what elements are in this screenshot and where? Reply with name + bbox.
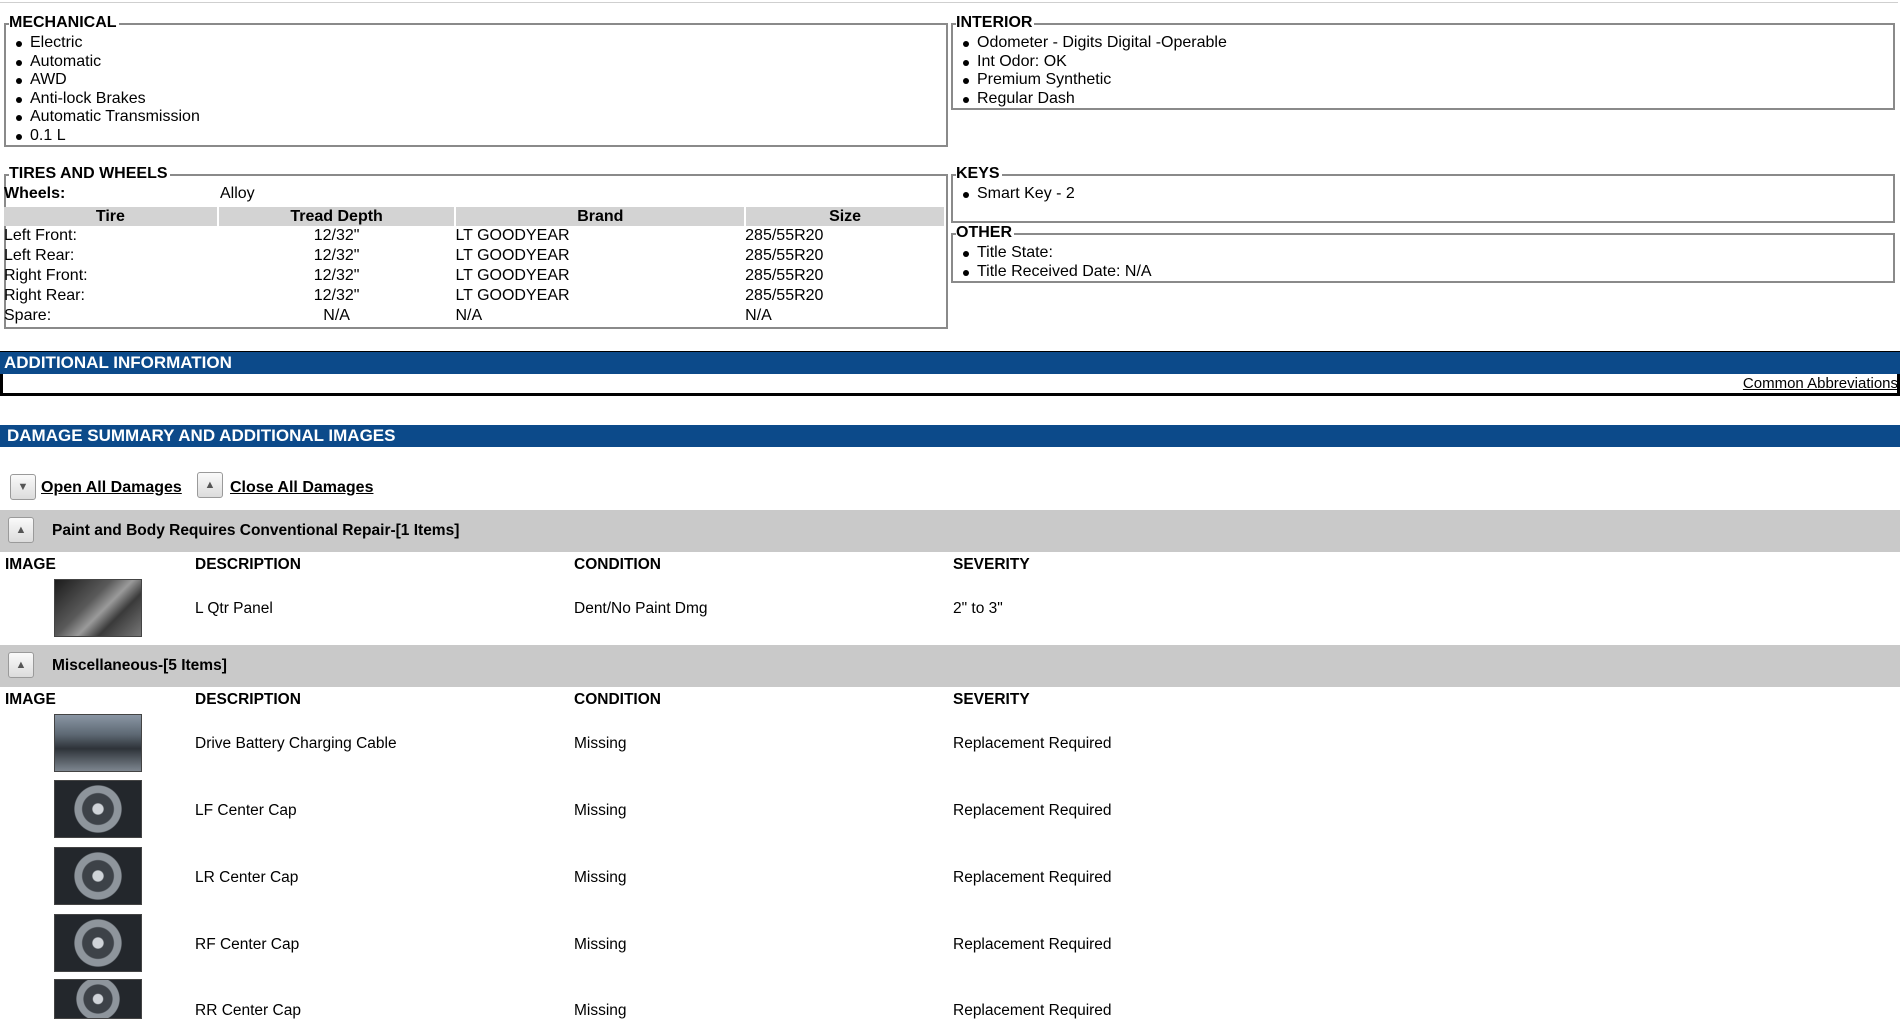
bullet-icon [963, 192, 969, 198]
tire-brand: LT GOODYEAR [455, 287, 570, 304]
damage-condition: Missing [574, 869, 627, 886]
list-item: Regular Dash [953, 90, 1893, 109]
tire-position: Left Rear: [4, 247, 75, 264]
tread-depth: 12/32" [313, 247, 360, 264]
list-item: Premium Synthetic [953, 71, 1893, 90]
collapse-group-button[interactable] [8, 652, 34, 678]
tire-size: 285/55R20 [745, 227, 824, 244]
chevron-up-icon: ▲ [15, 524, 27, 536]
tire-position: Left Front: [4, 227, 77, 244]
bullet-icon [16, 97, 22, 103]
damage-description: Drive Battery Charging Cable [195, 735, 397, 752]
keys-title: KEYS [956, 165, 1000, 182]
collapse-group-button[interactable] [8, 517, 34, 543]
damage-group-title: Paint and Body Requires Conventional Repair-[1 Items] [52, 522, 460, 539]
damage-condition: Missing [574, 936, 627, 953]
table-row [4, 226, 945, 246]
bullet-icon [16, 41, 22, 47]
damage-severity: Replacement Required [953, 869, 1112, 886]
other-box [951, 224, 1895, 283]
col-header-description: DESCRIPTION [195, 556, 301, 573]
damage-description: L Qtr Panel [195, 600, 273, 617]
wheels-value: Alloy [220, 185, 255, 202]
close-all-damages-button[interactable] [197, 472, 223, 498]
bullet-icon [963, 97, 969, 103]
col-header-image: IMAGE [5, 691, 56, 708]
damage-description: LR Center Cap [195, 869, 299, 886]
damage-thumbnail[interactable] [54, 579, 142, 637]
table-row [4, 306, 945, 326]
tread-depth: N/A [323, 307, 350, 324]
common-abbreviations-link[interactable]: Common Abbreviations [1742, 375, 1898, 392]
tread-depth: 12/32" [313, 227, 360, 244]
col-header-severity: SEVERITY [953, 691, 1030, 708]
list-item: Title Received Date: N/A [953, 263, 1893, 282]
damage-condition: Missing [574, 735, 627, 752]
tire-position: Spare: [4, 307, 52, 324]
list-item: Smart Key - 2 [953, 185, 1893, 204]
col-header-condition: CONDITION [574, 691, 661, 708]
tire-table [4, 207, 946, 326]
damage-condition: Missing [574, 1002, 627, 1019]
col-header-tread-depth: Tread Depth [218, 207, 456, 226]
damage-thumbnail[interactable] [54, 979, 142, 1019]
tire-brand: LT GOODYEAR [455, 267, 570, 284]
bullet-icon [963, 251, 969, 257]
damage-severity: Replacement Required [953, 802, 1112, 819]
damage-group-header[interactable] [0, 645, 1900, 687]
bullet-icon [963, 60, 969, 66]
open-all-damages-link[interactable]: Open All Damages [41, 479, 182, 496]
tire-size: 285/55R20 [745, 267, 824, 284]
bullet-icon [963, 41, 969, 47]
mechanical-box [4, 14, 948, 147]
wheels-label: Wheels: [4, 185, 66, 202]
col-header-image: IMAGE [5, 556, 56, 573]
list-item: Odometer - Digits Digital -Operable [953, 34, 1893, 53]
damage-summary-header: DAMAGE SUMMARY AND ADDITIONAL IMAGES [0, 425, 1900, 447]
damage-thumbnail[interactable] [54, 780, 142, 838]
chevron-up-icon: ▲ [204, 479, 216, 491]
table-row [4, 286, 945, 306]
bullet-icon [963, 270, 969, 276]
damage-condition: Missing [574, 802, 627, 819]
damage-thumbnail[interactable] [54, 914, 142, 972]
tire-size: 285/55R20 [745, 287, 824, 304]
bullet-icon [16, 78, 22, 84]
list-item: Automatic [6, 53, 946, 72]
damage-thumbnail[interactable] [54, 714, 142, 772]
tires-title: TIRES AND WHEELS [9, 165, 168, 182]
tire-brand: N/A [455, 307, 483, 324]
list-item: Anti-lock Brakes [6, 90, 946, 109]
damage-severity: 2" to 3" [953, 600, 1003, 617]
damage-severity: Replacement Required [953, 936, 1112, 953]
list-item: Title State: [953, 244, 1893, 263]
tread-depth: 12/32" [313, 287, 360, 304]
interior-title: INTERIOR [956, 14, 1033, 31]
mechanical-title: MECHANICAL [9, 14, 117, 31]
bullet-icon [16, 115, 22, 121]
tire-size: 285/55R20 [745, 247, 824, 264]
list-item: AWD [6, 71, 946, 90]
open-all-damages-button[interactable] [10, 474, 36, 500]
col-header-severity: SEVERITY [953, 556, 1030, 573]
bullet-icon [16, 60, 22, 66]
col-header-size: Size [745, 207, 945, 226]
col-header-condition: CONDITION [574, 556, 661, 573]
damage-condition: Dent/No Paint Dmg [574, 600, 708, 617]
damage-severity: Replacement Required [953, 735, 1112, 752]
additional-info-header: ADDITIONAL INFORMATION [0, 352, 1900, 374]
damage-description: RF Center Cap [195, 936, 300, 953]
chevron-up-icon: ▲ [15, 659, 27, 671]
damage-group-header[interactable] [0, 510, 1900, 552]
keys-box [951, 165, 1895, 223]
col-header-description: DESCRIPTION [195, 691, 301, 708]
bullet-icon [963, 78, 969, 84]
bullet-icon [16, 134, 22, 140]
table-row [4, 246, 945, 266]
tire-size: N/A [745, 307, 772, 324]
damage-thumbnail[interactable] [54, 847, 142, 905]
list-item: Automatic Transmission [6, 108, 946, 127]
damage-description: RR Center Cap [195, 1002, 301, 1019]
list-item: 0.1 L [6, 127, 946, 146]
chevron-down-icon: ▼ [17, 481, 29, 493]
interior-box [951, 14, 1895, 110]
table-header-row [4, 207, 945, 226]
list-item: Electric [6, 34, 946, 53]
other-title: OTHER [956, 224, 1012, 241]
tread-depth: 12/32" [313, 267, 360, 284]
tire-brand: LT GOODYEAR [455, 227, 570, 244]
damage-severity: Replacement Required [953, 1002, 1112, 1019]
top-divider [0, 2, 1898, 3]
tire-brand: LT GOODYEAR [455, 247, 570, 264]
damage-group-title: Miscellaneous-[5 Items] [52, 657, 227, 674]
tire-position: Right Rear: [4, 287, 85, 304]
tire-position: Right Front: [4, 267, 88, 284]
table-row [4, 266, 945, 286]
col-header-brand: Brand [455, 207, 745, 226]
close-all-damages-link[interactable]: Close All Damages [230, 479, 374, 496]
damage-description: LF Center Cap [195, 802, 297, 819]
list-item: Int Odor: OK [953, 53, 1893, 72]
col-header-tire: Tire [4, 207, 218, 226]
